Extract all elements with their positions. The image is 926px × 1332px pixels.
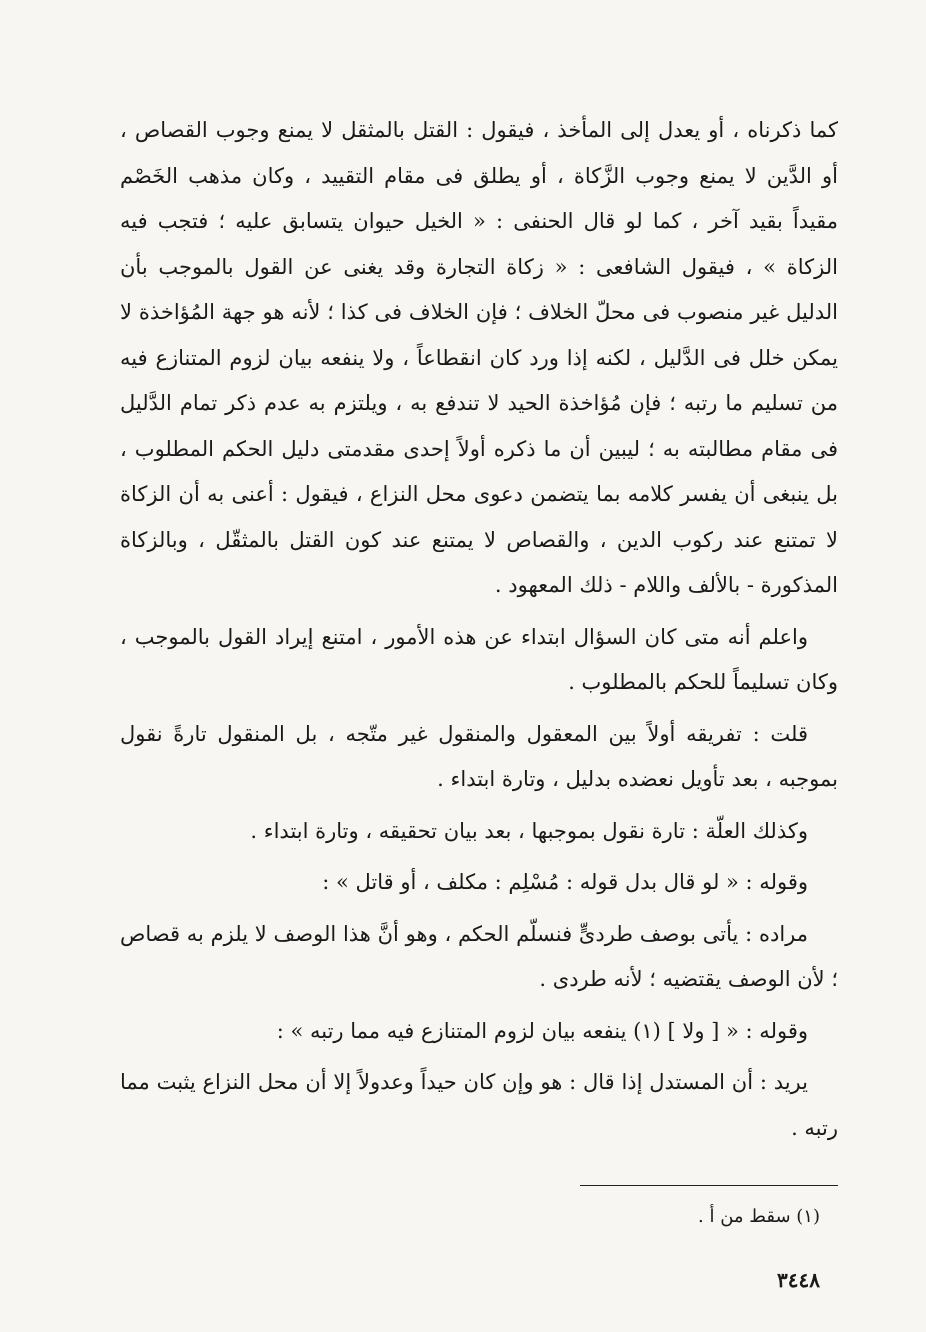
paragraph-1: كما ذكرناه ، أو يعدل إلى المأخذ ، فيقول : القتل بالمثقل لا يمنع وجوب القصاص ، أو الدَّين لا يمنع وجوب الزَّكاة ، أو يطلق فى مقام التقييد ، وكان مذهب الخَصْم مقيداً بقيد آخر ، كما لو قال الحنفى : « الخيل حيوان يتسابق عليه ؛ فتجب فيه الزكاة » ، فيقول الشافعى : « زكاة التجارة وقد يغنى عن القول بالموجب بأن الدليل غير منصوب فى محلّ الخلاف ؛ فإن الخلاف فى كذا ؛ لأنه هو جهة المُؤاخذة لا يمكن خلل فى الدَّليل ، لكنه إذا ورد كان انقطاعاً ، ولا ينفعه بيان لزوم المتنازع فيه من تسليم ما رتبه ؛ فإن مُؤاخذة الحيد لا تندفع به ، ويلتزم به عدم ذكر تمام الدَّليل فى مقام مطالبته به ؛ ليبين أن ما ذكره أولاً إحدى مقدمتى دليل الحكم المطلوب ، بل ينبغى أن يفسر كلامه بما يتضمن دعوى محل النزاع ، فيقول : أعنى به أن الزكاة لا تمتنع عند ركوب الدين ، والقصاص لا يمتنع عند كون القتل بالمثقّل ، وبالزكاة المذكورة - بالألف واللام - ذلك المعهود . (120, 118, 838, 597)
paragraph-6: مراده : يأتى بوصف طردىٍّ فنسلّم الحكم ، وهو أنَّ هذا الوصف لا يلزم به قصاص ؛ لأن الوصف يقتضيه ؛ لأنه طردى . (120, 921, 838, 991)
paragraph-5: وقوله : « لو قال بدل قوله : مُسْلِم : مكلف ، أو قاتل » : (322, 870, 808, 894)
footnote-divider (580, 1185, 838, 1186)
paragraph-3: قلت : تفريقه أولاً بين المعقول والمنقول غير متّجه ، بل المنقول تارةً نقول بموجبه ، بعد تأويل نعضده بدليل ، وتارة ابتداء . (120, 721, 838, 791)
paragraph-7: وقوله : « [ ولا ] (١) ينفعه بيان لزوم المتنازع فيه مما رتبه » : (276, 1018, 808, 1043)
paragraph-8: يريد : أن المستدل إذا قال : هو وإن كان حيداً وعدولاً إلا أن محل النزاع يثبت مما رتبه . (120, 1070, 838, 1140)
body-text (120, 108, 838, 1151)
footnote: (١) سقط من أ . (698, 1206, 820, 1227)
paragraph-4: وكذلك العلّة : تارة نقول بموجبها ، بعد بيان تحقيقه ، وتارة ابتداء . (250, 818, 808, 843)
paragraph-2: واعلم أنه متى كان السؤال ابتداء عن هذه الأمور ، امتنع إيراد القول بالموجب ، وكان تسليماً للحكم بالمطلوب . (120, 624, 838, 694)
page-number: ٣٤٤٨ (777, 1268, 820, 1292)
